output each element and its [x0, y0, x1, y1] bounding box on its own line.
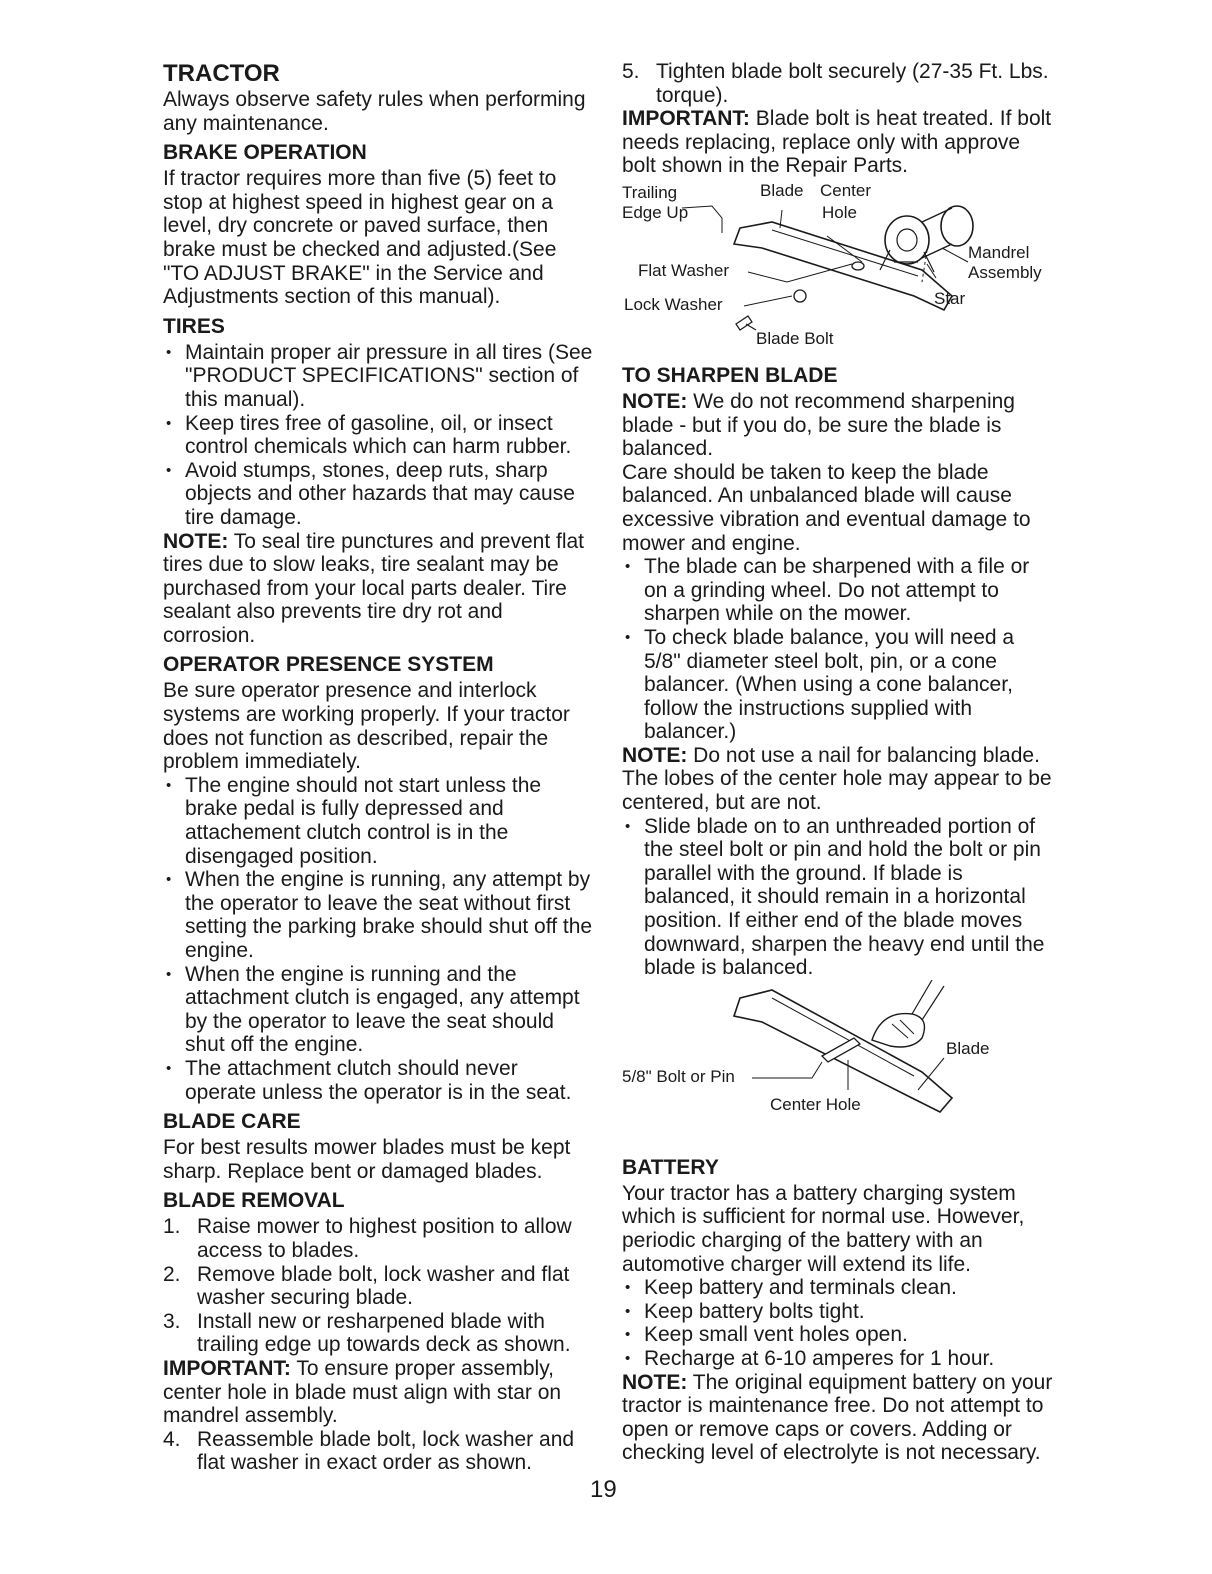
blade-care-text: For best results mower blades must be kept sharp. Replace bent or damaged blades. [163, 1136, 571, 1183]
note-text: To seal tire punctures and prevent flat tires due to slow leaks, tire sealant may be purchased from your local parts dealer. Tire sealant also prevents tire dry rot and corrosion. [163, 529, 584, 647]
label-edge-up: Edge Up [622, 202, 689, 222]
sharpen-list [622, 555, 1054, 744]
removal-important [163, 1357, 593, 1428]
important-text: Blade bolt is heat treated. If bolt needs replacing, replace only with approve bolt shown in the Repair Parts. [622, 107, 1052, 178]
battery-text: Your tractor has a battery charging system which is sufficient for normal use. However, periodic charging of the battery with an automotive charger will extend its life. [622, 1181, 1025, 1276]
label-mandrel: Mandrel [968, 242, 1030, 262]
blade-bolt-icon [736, 316, 756, 330]
list-item [163, 1310, 593, 1357]
lock-washer-icon [794, 290, 806, 302]
tractor-text: Always observe safety rules when performing any maintenance. [163, 88, 586, 135]
list-item [622, 60, 1054, 107]
step-number: 3. [163, 1309, 181, 1333]
battery-heading: BATTERY [622, 1155, 719, 1179]
list-item: • Slide blade on to an unthreaded portion of the steel bolt or pin and hold the bolt or pin parallel with the ground. If blade is balanced, it should remain in a horizontal position. If either end of the blade moves downward, sharpen the heavy end until the blade is balanced. [622, 815, 1054, 980]
label-star: Star [934, 288, 966, 308]
battery-list [622, 1276, 1054, 1370]
tires-note [163, 530, 593, 648]
important-label: IMPORTANT: [622, 107, 750, 131]
step-text: Raise mower to highest position to allow access to blades. [197, 1215, 572, 1262]
label-assembly: Assembly [968, 262, 1042, 282]
blade-balance-figure [622, 980, 1054, 1150]
step-number: 5. [622, 60, 640, 83]
step-text: Install new or resharpened blade with trailing edge up towards deck as shown. [197, 1309, 571, 1357]
note-label: NOTE: [163, 529, 229, 553]
blade-care-heading: BLADE CARE [163, 1110, 301, 1134]
sharpen-text: Care should be taken to keep the blade balanced. An unbalanced blade will cause excessive vibration and eventual damage to mower and engine. [622, 460, 1031, 555]
hand-icon [872, 980, 944, 1047]
label-bolt-or-pin: 5/8" Bolt or Pin [622, 1066, 735, 1086]
note-text: Do not use a nail for balancing blade. The lobes of the center hole may appear to be centered, but are not. [622, 743, 1052, 815]
tractor-heading: TRACTOR [163, 60, 280, 87]
step-text: Tighten blade bolt securely (27-35 Ft. Lbs. torque). [656, 60, 1049, 107]
important-label: IMPORTANT: [163, 1356, 291, 1380]
removal-steps [163, 1215, 593, 1357]
blade-balance-diagram [622, 980, 1054, 1150]
page-number: 19 [590, 1476, 617, 1503]
flat-washer-icon [852, 262, 864, 270]
list-item: • Keep battery bolts tight. [622, 1300, 1054, 1324]
label-center: Center [820, 180, 872, 200]
balance-list [622, 815, 1054, 980]
tires-heading: TIRES [163, 314, 225, 338]
blade-assembly-diagram [622, 178, 1054, 358]
label-lock-washer: Lock Washer [624, 294, 723, 314]
note-label: NOTE: [622, 743, 688, 767]
label-hole: Hole [822, 202, 857, 222]
ops-text: Be sure operator presence and interlock systems are working properly. If your tractor does not function as described, repair the problem immediately. [163, 679, 570, 774]
step-number: 1. [163, 1215, 181, 1239]
brake-text: If tractor requires more than five (5) feet to stop at highest speed in highest gear on a level, dry concrete or paved surface, then brake must be checked and adjusted.(See "TO ADJUST BRAKE" in the Service and Adjustments section of this manual). [163, 167, 557, 309]
step-text: Reassemble blade bolt, lock washer and flat washer in exact order as shown. [197, 1427, 575, 1475]
step-text: Remove blade bolt, lock washer and flat washer securing blade. [197, 1262, 570, 1310]
label-blade: Blade [760, 180, 804, 200]
blade-assembly-figure [622, 178, 1054, 358]
list-item: • To check blade balance, you will need a 5/8" diameter steel bolt, pin, or a cone balancer. (When using a cone balancer, follow the instructions supplied with balancer.) [622, 626, 1054, 744]
note-text: The original equipment battery on your tractor is maintenance free. Do not attempt to open or remove caps or covers. Adding or checking level of electrolyte is not necessary. [622, 1370, 1053, 1465]
list-item: • Keep small vent holes open. [622, 1323, 1054, 1347]
important-text: To ensure proper assembly, center hole in blade must align with star on mandrel assembly. [163, 1356, 562, 1428]
brake-heading: BRAKE OPERATION [163, 141, 367, 165]
list-item: • When the engine is running, any attempt by the operator to leave the seat without first setting the parking brake should shut off the engine. [163, 868, 593, 962]
tires-list [163, 341, 593, 530]
label-blade-bolt: Blade Bolt [756, 328, 834, 348]
note-label: NOTE: [622, 389, 688, 413]
list-item [163, 1215, 593, 1262]
ops-list [163, 774, 593, 1104]
removal-steps-cont [163, 1428, 593, 1475]
list-item: • Maintain proper air pressure in all tires (See "PRODUCT SPECIFICATIONS" section of this manual). [163, 341, 593, 412]
note-label: NOTE: [622, 1370, 688, 1394]
blade-removal-heading: BLADE REMOVAL [163, 1189, 345, 1213]
list-item: • Keep battery and terminals clean. [622, 1276, 1054, 1300]
label-trailing: Trailing [622, 182, 678, 202]
left-column [163, 60, 593, 1475]
sharpen-heading: TO SHARPEN BLADE [622, 363, 838, 387]
list-item: • Keep tires free of gasoline, oil, or insect control chemicals which can harm rubber. [163, 412, 593, 459]
bolt-important [622, 107, 1054, 178]
balance-note [622, 744, 1054, 815]
list-item: • When the engine is running and the attachment clutch is engaged, any attempt by the operator to leave the seat should shut off the engine. [163, 963, 593, 1057]
sharpen-note [622, 390, 1054, 461]
step-number: 2. [163, 1262, 181, 1286]
list-item: • The engine should not start unless the brake pedal is fully depressed and attachement clutch control is in the disengaged position. [163, 774, 593, 868]
list-item [163, 1428, 593, 1475]
list-item: • The attachment clutch should never operate unless the operator is in the seat. [163, 1057, 593, 1104]
note-text: We do not recommend sharpening blade - but if you do, be sure the blade is balanced. [622, 389, 1015, 461]
ops-heading: OPERATOR PRESENCE SYSTEM [163, 653, 494, 677]
list-item: • Recharge at 6-10 amperes for 1 hour. [622, 1347, 1054, 1371]
list-item: • Avoid stumps, stones, deep ruts, sharp objects and other hazards that may cause tire damage. [163, 459, 593, 530]
removal-step-5 [622, 60, 1054, 107]
list-item [163, 1263, 593, 1310]
label-flat-washer: Flat Washer [638, 260, 730, 280]
right-column [622, 60, 1054, 1465]
step-number: 4. [163, 1427, 181, 1451]
battery-note [622, 1371, 1054, 1465]
list-item: • The blade can be sharpened with a file or on a grinding wheel. Do not attempt to sharpen while on the mower. [622, 555, 1054, 626]
label-blade: Blade [946, 1038, 990, 1058]
label-center-hole: Center Hole [770, 1094, 861, 1114]
